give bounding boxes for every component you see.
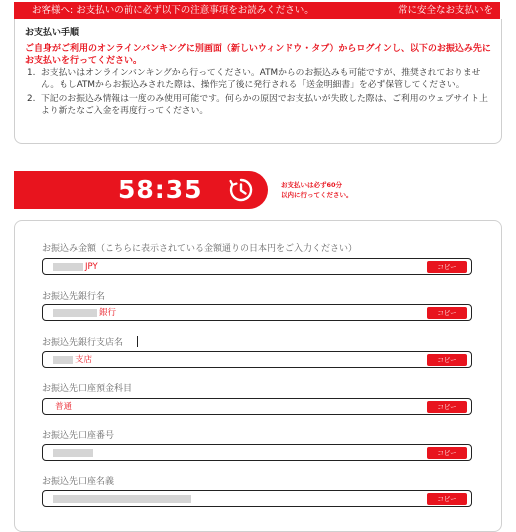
countdown-time: 58:35 — [118, 175, 203, 204]
masked-value — [53, 449, 93, 457]
amount-label: お振込み金額（こちらに表示されている金額通りの日本円をご入力ください） — [42, 244, 358, 254]
account-type-label: お振込先口座預金科目 — [42, 384, 133, 394]
warning-banner-text: お客様へ: お支払いの前に必ず以下の注意事項をお読みください。 — [32, 5, 314, 16]
copy-branch-button[interactable]: コピー — [427, 354, 467, 366]
instruction-text: お支払いはオンラインバンキングから行ってください。ATMからのお振込みも可能ですが、推奨されておりません。もしATMからお振込みされた際は、操作完了後に発行される「送金明細書」を必ず保管してください。 — [41, 68, 481, 90]
branch-field[interactable] — [42, 351, 472, 368]
account-holder-label: お振込先口座名義 — [42, 477, 115, 487]
account-type-field[interactable] — [42, 398, 472, 415]
copy-account-type-button[interactable]: コピー — [427, 401, 467, 413]
text-cursor — [137, 336, 138, 347]
masked-value — [53, 309, 97, 317]
account-type-value: 普通 — [55, 402, 73, 412]
masked-value — [53, 495, 191, 503]
payment-instructions-panel — [14, 19, 502, 144]
bank-name-value: 銀行 — [99, 308, 117, 318]
branch-label: お振込先銀行支店名 — [42, 338, 124, 348]
timer-note — [281, 180, 353, 200]
copy-account-holder-button[interactable]: コピー — [427, 493, 467, 505]
warning-banner — [14, 2, 500, 19]
account-number-label: お振込先口座番号 — [42, 431, 115, 441]
copy-amount-button[interactable]: コピー — [427, 261, 467, 273]
copy-account-number-button[interactable]: コピー — [427, 447, 467, 459]
bank-name-field[interactable] — [42, 304, 472, 321]
bank-name-label: お振込先銀行名 — [42, 292, 106, 302]
account-number-field[interactable] — [42, 444, 472, 461]
branch-value: 支店 — [75, 355, 93, 365]
instruction-text: 下記のお振込み情報は一度のみ使用可能です。何らかの原因でお支払いが失敗した際は、ご利用のウェブサイト上より新たなご入金を再度行ってください。 — [41, 94, 488, 116]
amount-value: JPY — [85, 262, 98, 272]
timer-note-line: お支払いは必ず60分 — [281, 181, 343, 189]
instruction-item — [25, 93, 491, 117]
instruction-number: 2. — [27, 94, 36, 104]
masked-value — [53, 263, 83, 271]
instructions-title: お支払い手順 — [25, 28, 80, 38]
copy-bank-name-button[interactable]: コピー — [427, 307, 467, 319]
instructions-list — [25, 67, 491, 119]
amount-field[interactable] — [42, 258, 472, 275]
instructions-lead: ご自身がご利用のオンラインバンキングに別画面（新しいウィンドウ・タブ）からログインし、以下のお振込み先にお支払いを行ってください。 — [25, 44, 491, 66]
warning-banner-text-right: 常に安全なお支払いを — [398, 5, 494, 16]
timer-note-line: 以内に行ってください。 — [281, 191, 353, 199]
countdown-timer — [14, 171, 268, 209]
account-holder-field[interactable] — [42, 490, 472, 507]
instruction-number: 1. — [27, 68, 36, 78]
masked-value — [53, 356, 73, 364]
clock-icon — [228, 177, 254, 203]
instruction-item — [25, 67, 491, 91]
